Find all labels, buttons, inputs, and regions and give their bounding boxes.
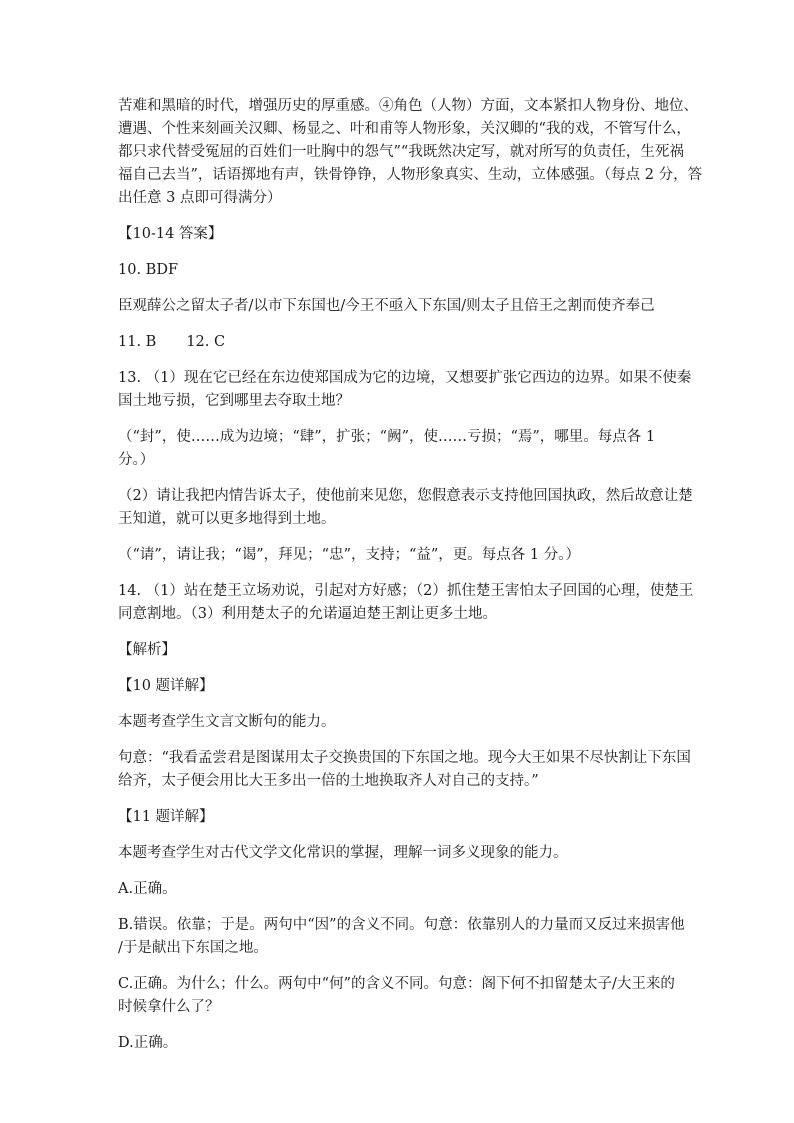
text-line: （2）请让我把内情告诉太子，使他前来见您，您假意表示支持他回国执政，然后故意让楚	[118, 488, 693, 504]
q11-option-b	[118, 914, 684, 960]
answer-13-1	[118, 367, 692, 413]
text-line: C.正确。为什么；什么。两句中“何”的含义不同。句意：阁下何不扣留楚太子/大王来的	[118, 976, 675, 992]
heading-q11-detail	[118, 806, 684, 829]
text-line: 都只求代替受冤屈的百姓们一吐胸中的怨气”“我既然决定写，就对所写的负责任，生死祸	[118, 144, 684, 160]
q11-option-a	[118, 878, 684, 901]
paragraph-analysis-cont	[118, 95, 703, 210]
q10-translation	[118, 747, 691, 793]
text-line: 句意：“我看孟尝君是图谋用太子交换贵国的下东国之地。现今大王如果不尽快割让下东国	[118, 750, 691, 766]
text-line: （“请”，请让我；“谒”，拜见；“忠”，支持；“益”，更。每点各 1 分。）	[118, 547, 580, 563]
answer-11: 11. B	[118, 334, 157, 350]
answer-13-1-scoring	[118, 426, 684, 472]
text-line: 同意割地。（3）利用楚太子的允诺逼迫楚王割让更多土地。	[118, 606, 497, 622]
section-heading-analysis	[118, 639, 684, 662]
text-line: 本题考查学生文言文断句的能力。	[118, 714, 336, 730]
text-line: 国土地亏损，它到哪里去夺取土地？	[118, 393, 350, 409]
text-line: 分。）	[118, 452, 155, 468]
text-line: 14. （1）站在楚王立场劝说，引起对方好感；（2）抓住楚王害怕太子回国的心理，使楚王	[118, 583, 694, 599]
text-line: 10. BDF	[118, 262, 179, 278]
text-line: /于是献出下东国之地。	[118, 940, 268, 956]
text-line: 出任意 3 点即可得满分）	[118, 190, 282, 206]
text-line: 遭遇、个性来刻画关汉卿、杨显之、叶和甫等人物形象，关汉卿的“我的戏，不管写什么，	[118, 121, 691, 137]
text-line: 福自己去当”，话语掷地有声，铁骨铮铮，人物形象真实、生动，立体感强。（每点 2 分，答	[118, 167, 703, 183]
text-line: （“封”，使……成为边境；“肆”，扩张；“阙”，使……亏损；“焉”，哪里。每点各 1	[118, 429, 656, 445]
q11-option-c	[118, 973, 684, 1019]
text-line: 【11 题详解】	[118, 809, 214, 825]
text-line: 臣观薛公之留太子者/以市下东国也/今王不亟入下东国/则太子且倍王之割而使齐奉己	[118, 298, 655, 314]
text-line: 苦难和黑暗的时代，增强历史的厚重感。④角色（人物）方面，文本紧扣人物身份、地位、	[118, 98, 698, 114]
q10-intro	[118, 711, 684, 734]
answer-11-12	[118, 331, 684, 354]
answer-12: 12. C	[186, 334, 226, 350]
answer-14	[118, 580, 694, 626]
text-line: 时候拿什么了？	[118, 999, 220, 1015]
text-line: B.错误。依靠；于是。两句中“因”的含义不同。句意：依靠别人的力量而又反过来损害他	[118, 917, 685, 933]
q11-option-d	[118, 1032, 684, 1055]
text-line: 给齐，太子便会用比大王多出一倍的土地换取齐人对自己的支持。”	[118, 773, 539, 789]
text-line: 13. （1）现在它已经在东边使郑国成为它的边境，又想要扩张它西边的边界。如果不使秦	[118, 370, 692, 386]
text-line: A.正确。	[118, 881, 177, 897]
answer-13-2-scoring	[118, 544, 684, 567]
answer-10-punctuation	[118, 295, 684, 318]
text-line: 【解析】	[118, 642, 176, 658]
answer-13-2	[118, 485, 693, 531]
heading-q10-detail	[118, 675, 684, 698]
text-line: 本题考查学生对古代文学文化常识的掌握，理解一词多义现象的能力。	[118, 845, 568, 861]
text-line: 【10 题详解】	[118, 678, 214, 694]
text-line: 王知道，就可以更多地得到土地。	[118, 511, 336, 527]
text-line	[118, 331, 684, 354]
section-heading-answers	[118, 223, 684, 246]
q11-intro	[118, 842, 684, 865]
answer-10	[118, 259, 684, 282]
text-line: 【10-14 答案】	[118, 226, 223, 242]
document-body	[118, 95, 703, 1068]
text-line: D.正确。	[118, 1035, 178, 1051]
